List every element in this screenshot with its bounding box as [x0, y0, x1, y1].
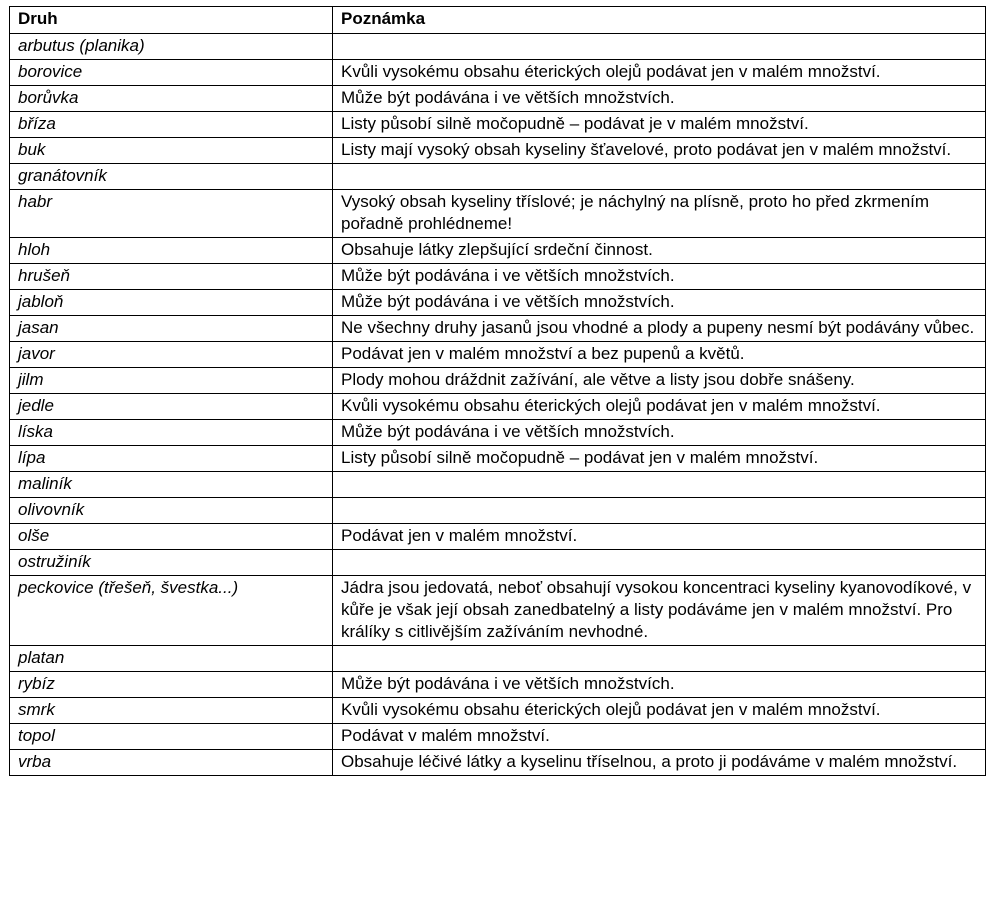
- species-cell: platan: [10, 646, 333, 672]
- table-row: [10, 698, 986, 724]
- species-cell: javor: [10, 342, 333, 368]
- note-cell: Jádra jsou jedovatá, neboť obsahují vysokou koncentraci kyseliny kyanovodíkové, v kůře je však její obsah zanedbatelný a listy podáváme jen v malém množství. Pro králíky s citlivějším zažíváním nevhodné.: [333, 576, 986, 646]
- note-cell: Může být podávána i ve větších množstvích.: [333, 264, 986, 290]
- table-row: [10, 238, 986, 264]
- species-cell: jabloň: [10, 290, 333, 316]
- table-row: [10, 368, 986, 394]
- note-cell: [333, 164, 986, 190]
- species-cell: bříza: [10, 112, 333, 138]
- note-cell: Plody mohou dráždnit zažívání, ale větve a listy jsou dobře snášeny.: [333, 368, 986, 394]
- note-cell: [333, 472, 986, 498]
- table-row: [10, 112, 986, 138]
- table-body: [10, 34, 986, 776]
- note-cell: Podávat jen v malém množství a bez pupenů a květů.: [333, 342, 986, 368]
- note-cell: Může být podávána i ve větších množstvích.: [333, 86, 986, 112]
- table-row: [10, 394, 986, 420]
- species-cell: jedle: [10, 394, 333, 420]
- table-row: [10, 342, 986, 368]
- species-cell: olše: [10, 524, 333, 550]
- note-cell: Může být podávána i ve větších množstvích.: [333, 420, 986, 446]
- note-cell: Ne všechny druhy jasanů jsou vhodné a plody a pupeny nesmí být podávány vůbec.: [333, 316, 986, 342]
- table-row: [10, 498, 986, 524]
- table-row: [10, 290, 986, 316]
- species-cell: jasan: [10, 316, 333, 342]
- table-row: [10, 750, 986, 776]
- note-cell: [333, 498, 986, 524]
- species-cell: peckovice (třešeň, švestka...): [10, 576, 333, 646]
- species-cell: granátovník: [10, 164, 333, 190]
- species-cell: arbutus (planika): [10, 34, 333, 60]
- note-cell: Obsahuje léčivé látky a kyselinu tříselnou, a proto ji podáváme v malém množství.: [333, 750, 986, 776]
- table-row: [10, 60, 986, 86]
- species-cell: lípa: [10, 446, 333, 472]
- note-cell: Listy mají vysoký obsah kyseliny šťavelové, proto podávat jen v malém množství.: [333, 138, 986, 164]
- table-row: [10, 646, 986, 672]
- note-cell: Kvůli vysokému obsahu éterických olejů podávat jen v malém množství.: [333, 394, 986, 420]
- species-cell: rybíz: [10, 672, 333, 698]
- species-cell: olivovník: [10, 498, 333, 524]
- species-cell: jilm: [10, 368, 333, 394]
- plant-table: [9, 6, 986, 776]
- species-cell: borůvka: [10, 86, 333, 112]
- species-cell: topol: [10, 724, 333, 750]
- species-cell: ostružiník: [10, 550, 333, 576]
- table-row: [10, 138, 986, 164]
- species-cell: maliník: [10, 472, 333, 498]
- note-cell: [333, 34, 986, 60]
- note-cell: [333, 646, 986, 672]
- species-cell: buk: [10, 138, 333, 164]
- table-row: [10, 472, 986, 498]
- species-cell: hloh: [10, 238, 333, 264]
- species-cell: hrušeň: [10, 264, 333, 290]
- table-row: [10, 420, 986, 446]
- table-row: [10, 724, 986, 750]
- header-note: Poznámka: [333, 7, 986, 34]
- table-row: [10, 672, 986, 698]
- species-cell: habr: [10, 190, 333, 238]
- header-row: [10, 7, 986, 34]
- species-cell: vrba: [10, 750, 333, 776]
- note-cell: Obsahuje látky zlepšující srdeční činnost.: [333, 238, 986, 264]
- table-row: [10, 34, 986, 60]
- header-species: Druh: [10, 7, 333, 34]
- table-row: [10, 316, 986, 342]
- table-row: [10, 576, 986, 646]
- note-cell: Listy působí silně močopudně – podávat je v malém množství.: [333, 112, 986, 138]
- note-cell: Kvůli vysokému obsahu éterických olejů podávat jen v malém množství.: [333, 698, 986, 724]
- species-cell: líska: [10, 420, 333, 446]
- note-cell: Kvůli vysokému obsahu éterických olejů podávat jen v malém množství.: [333, 60, 986, 86]
- table-row: [10, 264, 986, 290]
- table-row: [10, 86, 986, 112]
- table-row: [10, 550, 986, 576]
- table-row: [10, 164, 986, 190]
- table-row: [10, 524, 986, 550]
- note-cell: Může být podávána i ve větších množstvích.: [333, 290, 986, 316]
- note-cell: Vysoký obsah kyseliny tříslové; je náchylný na plísně, proto ho před zkrmením pořadně prohlédneme!: [333, 190, 986, 238]
- species-cell: borovice: [10, 60, 333, 86]
- note-cell: Podávat jen v malém množství.: [333, 524, 986, 550]
- note-cell: Může být podávána i ve větších množstvích.: [333, 672, 986, 698]
- note-cell: Listy působí silně močopudně – podávat jen v malém množství.: [333, 446, 986, 472]
- note-cell: [333, 550, 986, 576]
- species-cell: smrk: [10, 698, 333, 724]
- note-cell: Podávat v malém množství.: [333, 724, 986, 750]
- table-row: [10, 190, 986, 238]
- table-row: [10, 446, 986, 472]
